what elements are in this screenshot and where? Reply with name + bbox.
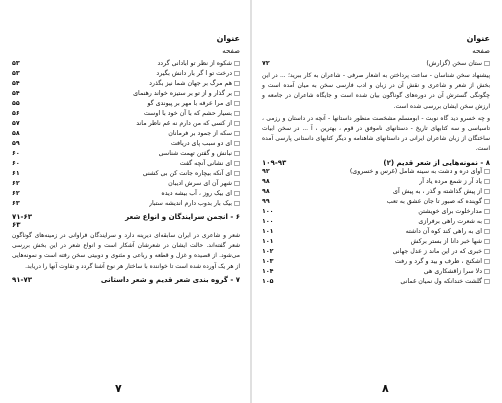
toc-item-title: □ هم مرگ بر جهان شما نیز بگذرد	[149, 80, 240, 87]
toc-item	[12, 59, 240, 69]
toc-item-page: ۵۵	[12, 100, 20, 107]
toc-item-title: □ ای دو سبب پای دریافت	[170, 140, 240, 147]
toc-item-page: ۵۷	[12, 120, 20, 127]
toc-item	[262, 277, 490, 287]
right-page	[252, 0, 502, 403]
toc-item	[12, 119, 240, 129]
toc-item-title: □ ای به راهی کند کوه آن داشته	[405, 227, 490, 235]
toc-item-page: ۱۰۱	[262, 227, 274, 235]
toc-item-title: □ بیک بار بدوب دارم اندیشه ستبار	[148, 200, 240, 207]
section-range: ۹۱-۷۳	[12, 275, 32, 284]
section-range: ۷۱-۶۳	[12, 213, 32, 221]
section-heading	[12, 276, 240, 284]
toc-item-page: ۵۳	[12, 70, 20, 77]
toc-item-page: ۱۰۳	[262, 257, 274, 265]
toc-item-page: ۶۲	[12, 190, 20, 197]
toc-item-title: □ آوای دره و دشت به سینه شامل (غرس و خسروی)	[349, 167, 490, 175]
section-title: ۷ - گروه بندی شعر قدیم و شعر داستانی	[100, 275, 240, 284]
toc-item-title: □ بسیار حشم که با آن خود با اوست	[143, 110, 240, 117]
toc-item-title: □ اشکنج ، ظرف و بید و گرد و رفت	[394, 257, 490, 265]
toc-item	[262, 167, 490, 177]
toc-item	[12, 139, 240, 149]
toc-item	[262, 237, 490, 247]
toc-item-title: □ سکه از جمود بر فرمانان	[168, 130, 240, 137]
toc-item-page: ۶۰	[12, 160, 20, 167]
section-heading	[262, 159, 490, 167]
toc-item-page: ۹۸	[262, 187, 270, 195]
toc-item-title: □ شکوه از نظر تو ابادانی گردد	[157, 60, 240, 67]
toc-item-title: □ به شعرت راهی برفرازی	[418, 217, 490, 225]
toc-item-title: □ یاد آر ز شمع مرده یاد آر	[419, 177, 490, 185]
toc-item-page: ۱۰۰	[262, 217, 274, 225]
toc-item	[262, 187, 490, 197]
toc-item	[262, 217, 490, 227]
toc-item	[12, 189, 240, 199]
header-title: عنوان	[466, 34, 490, 43]
toc-item	[12, 69, 240, 79]
header-title: عنوان	[216, 34, 240, 43]
toc-item-page: ۱۰۰	[262, 207, 274, 215]
toc-item	[262, 197, 490, 207]
toc-item	[262, 257, 490, 267]
toc-item-page: ۶۱	[12, 170, 20, 177]
toc-item-title: □ بر گذار و از تو بر ستیزه خواند رهنمای	[133, 90, 240, 97]
toc-item-title: □ نبانش و گفتن تهمت شناسی	[158, 150, 240, 157]
toc-item-page: ۷۲	[262, 60, 270, 67]
toc-item-page: ۵۴	[12, 90, 20, 97]
section-title: ۸ - نمونه‌هایی از شعر قدیم (۲)	[383, 158, 490, 167]
page-number: ۸	[382, 382, 389, 395]
section-paragraph: شعر و شاعری در ایران سابقه‌ای دیرینه دارد و سرایندگان فراوانی در زمینه‌های گوناگون شعر گفته‌اند. حالت ایشان در شعرشان آشکار است و انواع شعر در این بخش بررسی می‌شود. از قصیده و غزل و قطعه و رباعی و مثنوی و دوبیتی سخن رفته است و نمونه‌هایی از هر یک آورده شده است تا خواننده با ساختار هر نوع آشنا گردد و تفاوت آنها را دریابد.	[12, 232, 240, 270]
toc-item	[262, 267, 490, 277]
toc-item	[262, 177, 490, 187]
toc-item-page: ۱۰۵	[262, 277, 274, 285]
toc-item	[262, 207, 490, 217]
toc-item-title: □ ای بیک روز ، آب بیشه دیده	[161, 190, 240, 197]
toc-item-title: □ شها خبر دانا از بستر برکش	[410, 237, 490, 245]
toc-item-title: □ ای مرا عرفه با مهر بر پیوندی گو	[147, 100, 240, 107]
toc-item	[12, 109, 240, 119]
toc-subheader	[262, 47, 490, 55]
toc-item	[12, 169, 240, 179]
section-heading	[12, 213, 240, 221]
header-page-col: صفحه	[222, 47, 240, 55]
toc-list	[12, 59, 240, 209]
toc-item-title: □ درخت تو ا گر بار دانش بگیرد	[156, 70, 240, 77]
toc-item-title: □ ای آنکه بیچاره جانت کن بی کشنی	[142, 170, 240, 177]
toc-item	[12, 159, 240, 169]
toc-item	[12, 129, 240, 139]
section-subnum: ۶۳	[12, 221, 21, 229]
toc-item-title: □ دلا سرا زاقشکاری هی	[423, 267, 490, 275]
toc-list	[262, 167, 490, 287]
toc-item-title: □ خبری که در این ماند ز عدل جهانی	[392, 247, 490, 255]
toc-item	[12, 89, 240, 99]
toc-header	[12, 34, 240, 43]
header-page-col: صفحه	[472, 47, 490, 55]
intro-paragraph: پیشنهاد سخن شناسان - ساعت پرداختن به اشعار صرفی - شاعران به کار ببرید؛ ... در این بخش از شعر و شاعری و نقش آن در زبان و ادب فارسی سخن به میان آمده است و چگونگی گسترش آن در دوره‌های گوناگون بیان شده است و جایگاه شاعران در جامعه و ارزش سخن ایشان بررسی شده است.	[262, 72, 490, 110]
section-range: ۱۰۹-۹۳	[262, 158, 287, 167]
toc-item	[262, 227, 490, 237]
toc-item-page: ۹۸	[262, 177, 270, 185]
toc-header	[262, 34, 490, 43]
toc-subheader	[12, 47, 240, 55]
toc-item	[12, 99, 240, 109]
toc-item-page: ۹۲	[262, 167, 270, 175]
toc-item-page: ۵۹	[12, 140, 20, 147]
page-number: ۷	[115, 382, 122, 395]
toc-item	[262, 247, 490, 257]
toc-item-title: □ مدارخلوت برای خویشتن	[418, 207, 490, 215]
toc-item-page: ۱۰۲	[262, 247, 274, 255]
toc-item-title: □ از پیش گذاشته و گذر ، به پیش آی	[393, 187, 490, 195]
toc-item	[12, 79, 240, 89]
section-title: ۶ - انجمن سرایندگان و انواع شعر	[125, 213, 240, 221]
toc-item	[12, 179, 240, 189]
toc-item-title: □ گوینده که صبور تا جان عشق به تعب	[386, 197, 490, 205]
toc-item-page: ۹۹	[262, 197, 270, 205]
toc-item-title: □ شهر آن ای سرش ادیبان	[168, 180, 240, 187]
toc-item-page: ۵۶	[12, 110, 20, 117]
toc-item-page: ۶۲	[12, 180, 20, 187]
toc-item	[12, 199, 240, 209]
toc-item-page: ۵۴	[12, 80, 20, 87]
toc-item-page: ۵۸	[12, 130, 20, 137]
toc-item-title: □ ستان سخن (گزارش)	[426, 60, 490, 67]
toc-item	[262, 59, 490, 69]
toc-item-page: ۵۳	[12, 60, 20, 67]
left-page	[0, 0, 250, 403]
toc-item-page: ۱۰۴	[262, 267, 274, 275]
toc-item-title: □ گلشت خندانکه ول نمیان غمانی	[400, 277, 490, 285]
toc-item-title: □ ای نشانی آنچه گفت	[179, 160, 240, 167]
toc-item	[12, 149, 240, 159]
toc-item-page: ۶۳	[12, 200, 20, 207]
intro-paragraph: و چه خسرو دید گاه نوبت - ابومسلم مشخصت منظور داستانها - آنچه در داستان و رزمی ، تاسیاسی و سه کتابهای تاریخ - دستانهای ناموفق در قوم ، بهترین ، آ ... در سخن ابیات ساختگان از زبان شاعران ایرانی در داستانهای شاهنامه و دیگر کتابهای داستانی پارسی آمده است.	[262, 114, 490, 153]
toc-item-page: ۶۰	[12, 150, 20, 157]
toc-item-title: □ از کسی که من دارم نه غم ناظر ماند	[136, 120, 240, 127]
toc-item-page: ۱۰۱	[262, 237, 274, 245]
